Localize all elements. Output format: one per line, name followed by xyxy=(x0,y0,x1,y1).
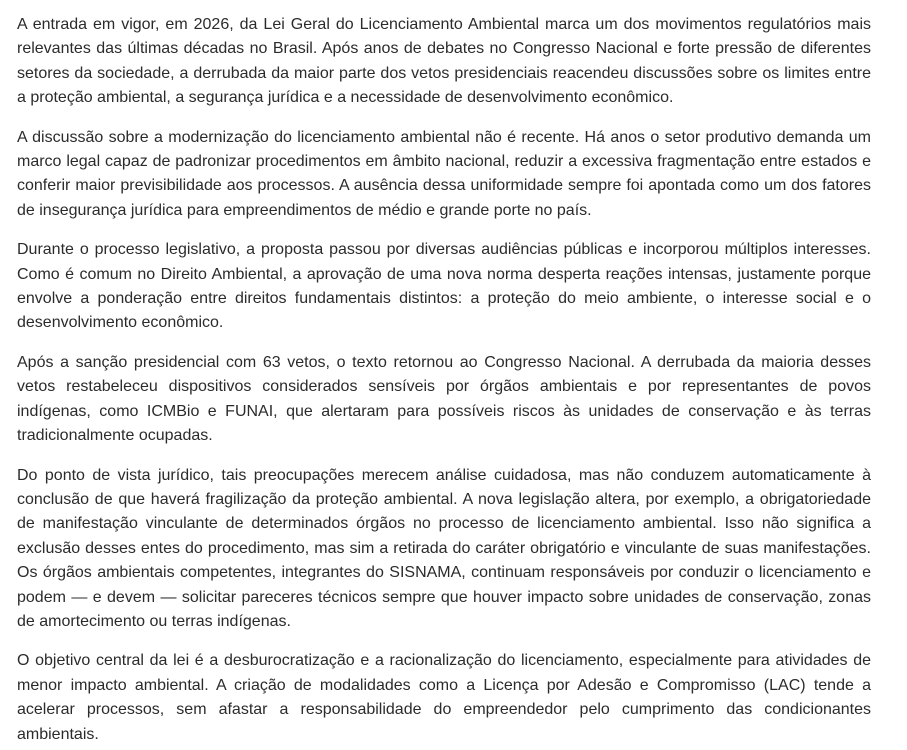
article-paragraph-1: A entrada em vigor, em 2026, da Lei Geral do Licenciamento Ambiental marca um dos movimentos regulatórios mais relevantes das últimas décadas no Brasil. Após anos de debates no Congresso Nacional e forte pressão de diferentes setores da sociedade, a derrubada da maior parte dos vetos presidenciais reacendeu discussões sobre os limites entre a proteção ambiental, a segurança jurídica e a necessidade de desenvolvimento econômico. xyxy=(17,16,871,107)
article-paragraph-2: A discussão sobre a modernização do licenciamento ambiental não é recente. Há anos o setor produtivo demanda um marco legal capaz de padronizar procedimentos em âmbito nacional, reduzir a excessiva fragmentação entre estados e conferir maior previsibilidade aos processos. A ausência dessa uniformidade sempre foi apontada como um dos fatores de insegurança jurídica para empreendimentos de médio e grande porte no país. xyxy=(17,128,871,219)
article-paragraph-5: Do ponto de vista jurídico, tais preocupações merecem análise cuidadosa, mas não conduzem automaticamente à conclusão de que haverá fragilização da proteção ambiental. A nova legislação altera, por exemplo, a obrigatoriedade de manifestação vinculante de determinados órgãos no processo de licenciamento ambiental. Isso não significa a exclusão desses entes do procedimento, mas sim a retirada do caráter obrigatório e vinculante de suas manifestações. Os órgãos ambientais competentes, integrantes do SISNAMA, continuam responsáveis por conduzir o licenciamento e podem — e devem — solicitar pareceres técnicos sempre que houver impacto sobre unidades de conservação, zonas de amortecimento ou terras indígenas. xyxy=(17,466,871,630)
article-paragraph-3: Durante o processo legislativo, a proposta passou por diversas audiências públicas e incorporou múltiplos interesses. Como é comum no Direito Ambiental, a aprovação de uma nova norma desperta reações intensas, justamente porque envolve a ponderação entre direitos fundamentais distintos: a proteção do meio ambiente, o interesse social e o desenvolvimento econômico. xyxy=(17,241,871,332)
article-body xyxy=(17,13,871,747)
article-paragraph-4: Após a sanção presidencial com 63 vetos, o texto retornou ao Congresso Nacional. A derrubada da maioria desses vetos restabeleceu dispositivos considerados sensíveis por órgãos ambientais e por representantes de povos indígenas, como ICMBio e FUNAI, que alertaram para possíveis riscos às unidades de conservação e às terras tradicionalmente ocupadas. xyxy=(17,353,871,445)
article-paragraph-6: O objetivo central da lei é a desburocratização e a racionalização do licenciamento, especialmente para atividades de menor impacto ambiental. A criação de modalidades como a Licença por Adesão e Compromisso (LAC) tende a acelerar processos, sem afastar a responsabilidade do empreendedor pelo cumprimento das condicionantes ambientais. xyxy=(17,652,871,743)
